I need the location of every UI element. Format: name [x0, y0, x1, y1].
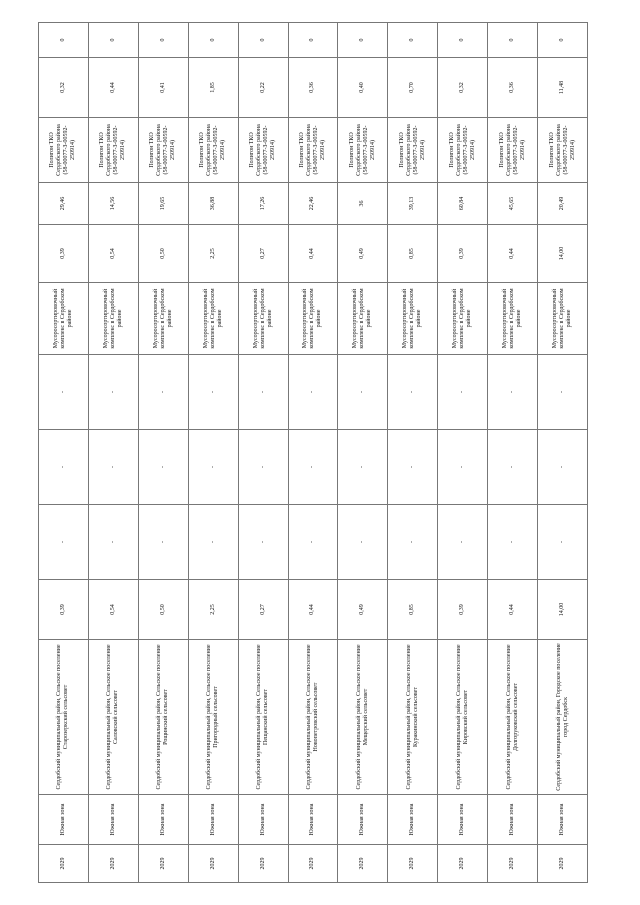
table-row: [238, 23, 288, 883]
year-cell: 2029: [88, 845, 138, 883]
mass-cell: 0,44: [288, 580, 338, 640]
mass-cell: 14,00: [538, 225, 588, 283]
zone-cell: Южная зона: [438, 795, 488, 845]
value-cell: 0: [288, 23, 338, 58]
zone-cell: Южная зона: [238, 795, 288, 845]
mass-cell: 0,44: [488, 225, 538, 283]
mass-cell: 0,36: [488, 58, 538, 118]
empty-cell: -: [238, 505, 288, 580]
settlement-cell: Сердобский муниципальный район, Сельское поселение Мещерский сельсовет: [338, 640, 388, 795]
year-cell: 2029: [338, 845, 388, 883]
zone-cell: Южная зона: [39, 795, 89, 845]
empty-cell: -: [138, 505, 188, 580]
settlement-cell: Сердобский муниципальный район, Сельское поселение Новопетровский сельсовет: [288, 640, 338, 795]
value-cell: 0: [39, 23, 89, 58]
empty-cell: -: [538, 430, 588, 505]
year-cell: 2029: [488, 845, 538, 883]
empty-cell: -: [488, 355, 538, 430]
table-row: [138, 23, 188, 883]
empty-cell: -: [438, 355, 488, 430]
distance-cell: 29,46: [39, 183, 89, 225]
empty-cell: -: [538, 355, 588, 430]
year-cell: 2029: [538, 845, 588, 883]
empty-cell: -: [288, 505, 338, 580]
mass-cell: 0,39: [39, 580, 89, 640]
facility-cell: Мусоросортировочный комплекс в Сердобском районе: [188, 283, 238, 355]
landfill-cell: Полигон ТКО Сердобского района (58-00077-З-00592-250914): [538, 118, 588, 183]
value-cell: 0: [88, 23, 138, 58]
mass-cell: 2,25: [188, 225, 238, 283]
empty-cell: -: [39, 430, 89, 505]
year-cell: 2029: [288, 845, 338, 883]
empty-cell: -: [138, 355, 188, 430]
empty-cell: -: [438, 430, 488, 505]
distance-cell: 20,49: [538, 183, 588, 225]
empty-cell: -: [88, 430, 138, 505]
table-row: [388, 23, 438, 883]
distance-cell: 45,65: [488, 183, 538, 225]
mass-cell: 1,85: [188, 58, 238, 118]
mass-cell: 2,25: [188, 580, 238, 640]
zone-cell: Южная зона: [88, 795, 138, 845]
year-cell: 2029: [39, 845, 89, 883]
mass-cell: 0,39: [438, 225, 488, 283]
zone-cell: Южная зона: [188, 795, 238, 845]
year-cell: 2029: [438, 845, 488, 883]
distance-cell: 60,84: [438, 183, 488, 225]
mass-cell: 0,50: [138, 225, 188, 283]
empty-cell: -: [188, 505, 238, 580]
settlement-cell: Сердобский муниципальный район, Сельское поселение Долгоруковский сельсовет: [488, 640, 538, 795]
settlement-cell: Сердобский муниципальный район, Городское поселение город Сердобск: [538, 640, 588, 795]
mass-cell: 0,39: [39, 225, 89, 283]
mass-cell: 14,00: [538, 580, 588, 640]
empty-cell: -: [88, 505, 138, 580]
settlement-cell: Сердобский муниципальный район, Сельское поселение Рощинский сельсовет: [138, 640, 188, 795]
empty-cell: -: [488, 505, 538, 580]
settlement-cell: Сердобский муниципальный район, Сельское поселение Куракинский сельсовет: [388, 640, 438, 795]
landfill-cell: Полигон ТКО Сердобского района (58-00077-З-00592-250914): [388, 118, 438, 183]
table-row: [288, 23, 338, 883]
facility-cell: Мусоросортировочный комплекс в Сердобском районе: [538, 283, 588, 355]
mass-cell: 0,54: [88, 225, 138, 283]
landfill-cell: Полигон ТКО Сердобского района (58-00077-З-00592-250914): [88, 118, 138, 183]
value-cell: 0: [338, 23, 388, 58]
empty-cell: -: [188, 355, 238, 430]
mass-cell: 0,27: [238, 580, 288, 640]
mass-cell: 0,22: [238, 58, 288, 118]
landfill-cell: Полигон ТКО Сердобского района (58-00077-З-00592-250914): [138, 118, 188, 183]
mass-cell: 0,85: [388, 225, 438, 283]
value-cell: 0: [138, 23, 188, 58]
empty-cell: -: [238, 430, 288, 505]
facility-cell: Мусоросортировочный комплекс в Сердобском районе: [39, 283, 89, 355]
empty-cell: -: [338, 430, 388, 505]
empty-cell: -: [488, 430, 538, 505]
distance-cell: 19,65: [138, 183, 188, 225]
table-row: [438, 23, 488, 883]
zone-cell: Южная зона: [388, 795, 438, 845]
zone-cell: Южная зона: [288, 795, 338, 845]
empty-cell: -: [39, 505, 89, 580]
distance-cell: 39,13: [388, 183, 438, 225]
rotated-table-wrapper: [38, 23, 588, 883]
empty-cell: -: [388, 505, 438, 580]
zone-cell: Южная зона: [338, 795, 388, 845]
empty-cell: -: [438, 505, 488, 580]
table-row: [188, 23, 238, 883]
value-cell: 0: [538, 23, 588, 58]
mass-cell: 0,32: [39, 58, 89, 118]
mass-cell: 0,27: [238, 225, 288, 283]
mass-cell: 0,85: [388, 580, 438, 640]
year-cell: 2029: [238, 845, 288, 883]
empty-cell: -: [388, 430, 438, 505]
value-cell: 0: [188, 23, 238, 58]
facility-cell: Мусоросортировочный комплекс в Сердобском районе: [438, 283, 488, 355]
facility-cell: Мусоросортировочный комплекс в Сердобском районе: [288, 283, 338, 355]
empty-cell: -: [288, 355, 338, 430]
mass-cell: 0,32: [438, 58, 488, 118]
distance-cell: 36: [338, 183, 388, 225]
empty-cell: -: [188, 430, 238, 505]
distance-cell: 14,56: [88, 183, 138, 225]
table-row: [88, 23, 138, 883]
landfill-cell: Полигон ТКО Сердобского района (58-00077-З-00592-250914): [288, 118, 338, 183]
mass-cell: 0,40: [338, 58, 388, 118]
mass-cell: 0,49: [338, 580, 388, 640]
mass-cell: 0,70: [388, 58, 438, 118]
landfill-cell: Полигон ТКО Сердобского района (58-00077-З-00592-250914): [238, 118, 288, 183]
facility-cell: Мусоросортировочный комплекс в Сердобском районе: [338, 283, 388, 355]
empty-cell: -: [238, 355, 288, 430]
settlement-cell: Сердобский муниципальный район, Сельское поселение Пригородный сельсовет: [188, 640, 238, 795]
zone-cell: Южная зона: [488, 795, 538, 845]
zone-cell: Южная зона: [538, 795, 588, 845]
landfill-cell: Полигон ТКО Сердобского района (58-00077-З-00592-250914): [188, 118, 238, 183]
table-row: [39, 23, 89, 883]
year-cell: 2029: [138, 845, 188, 883]
facility-cell: Мусоросортировочный комплекс в Сердобском районе: [388, 283, 438, 355]
mass-cell: 0,36: [288, 58, 338, 118]
landfill-cell: Полигон ТКО Сердобского района (58-00077-З-00592-250914): [39, 118, 89, 183]
table-row: [338, 23, 388, 883]
mass-cell: 0,54: [88, 580, 138, 640]
empty-cell: -: [88, 355, 138, 430]
empty-cell: -: [338, 505, 388, 580]
distance-cell: 22,46: [288, 183, 338, 225]
landfill-cell: Полигон ТКО Сердобского района (58-00077-З-00592-250914): [488, 118, 538, 183]
mass-cell: 0,39: [438, 580, 488, 640]
settlement-cell: Сердобский муниципальный район, Сельское поселение Саловский сельсовет: [88, 640, 138, 795]
mass-cell: 0,50: [138, 580, 188, 640]
empty-cell: -: [288, 430, 338, 505]
mass-cell: 0,49: [338, 225, 388, 283]
mass-cell: 0,44: [488, 580, 538, 640]
distance-cell: 36,88: [188, 183, 238, 225]
value-cell: 0: [438, 23, 488, 58]
mass-cell: 0,41: [138, 58, 188, 118]
empty-cell: -: [39, 355, 89, 430]
landfill-cell: Полигон ТКО Сердобского района (58-00077-З-00592-250914): [338, 118, 388, 183]
settlement-cell: Сердобский муниципальный район, Сельское поселение Старозеркский сельсовет: [39, 640, 89, 795]
facility-cell: Мусоросортировочный комплекс в Сердобском районе: [488, 283, 538, 355]
empty-cell: -: [388, 355, 438, 430]
mass-cell: 0,44: [288, 225, 338, 283]
year-cell: 2029: [188, 845, 238, 883]
facility-cell: Мусоросортировочный комплекс в Сердобском районе: [88, 283, 138, 355]
value-cell: 0: [388, 23, 438, 58]
facility-cell: Мусоросортировочный комплекс в Сердобском районе: [138, 283, 188, 355]
value-cell: 0: [488, 23, 538, 58]
empty-cell: -: [538, 505, 588, 580]
waste-flow-table: [38, 22, 588, 883]
mass-cell: 11,48: [538, 58, 588, 118]
empty-cell: -: [338, 355, 388, 430]
table-row: [488, 23, 538, 883]
settlement-cell: Сердобский муниципальный район, Сельское поселение Кировский сельсовет: [438, 640, 488, 795]
value-cell: 0: [238, 23, 288, 58]
year-cell: 2029: [388, 845, 438, 883]
table-body: [39, 23, 588, 883]
empty-cell: -: [138, 430, 188, 505]
mass-cell: 0,44: [88, 58, 138, 118]
table-row: [538, 23, 588, 883]
facility-cell: Мусоросортировочный комплекс в Сердобском районе: [238, 283, 288, 355]
zone-cell: Южная зона: [138, 795, 188, 845]
distance-cell: 17,26: [238, 183, 288, 225]
landfill-cell: Полигон ТКО Сердобского района (58-00077-З-00592-250914): [438, 118, 488, 183]
settlement-cell: Сердобский муниципальный район, Сельское поселение Пещанский сельсовет: [238, 640, 288, 795]
